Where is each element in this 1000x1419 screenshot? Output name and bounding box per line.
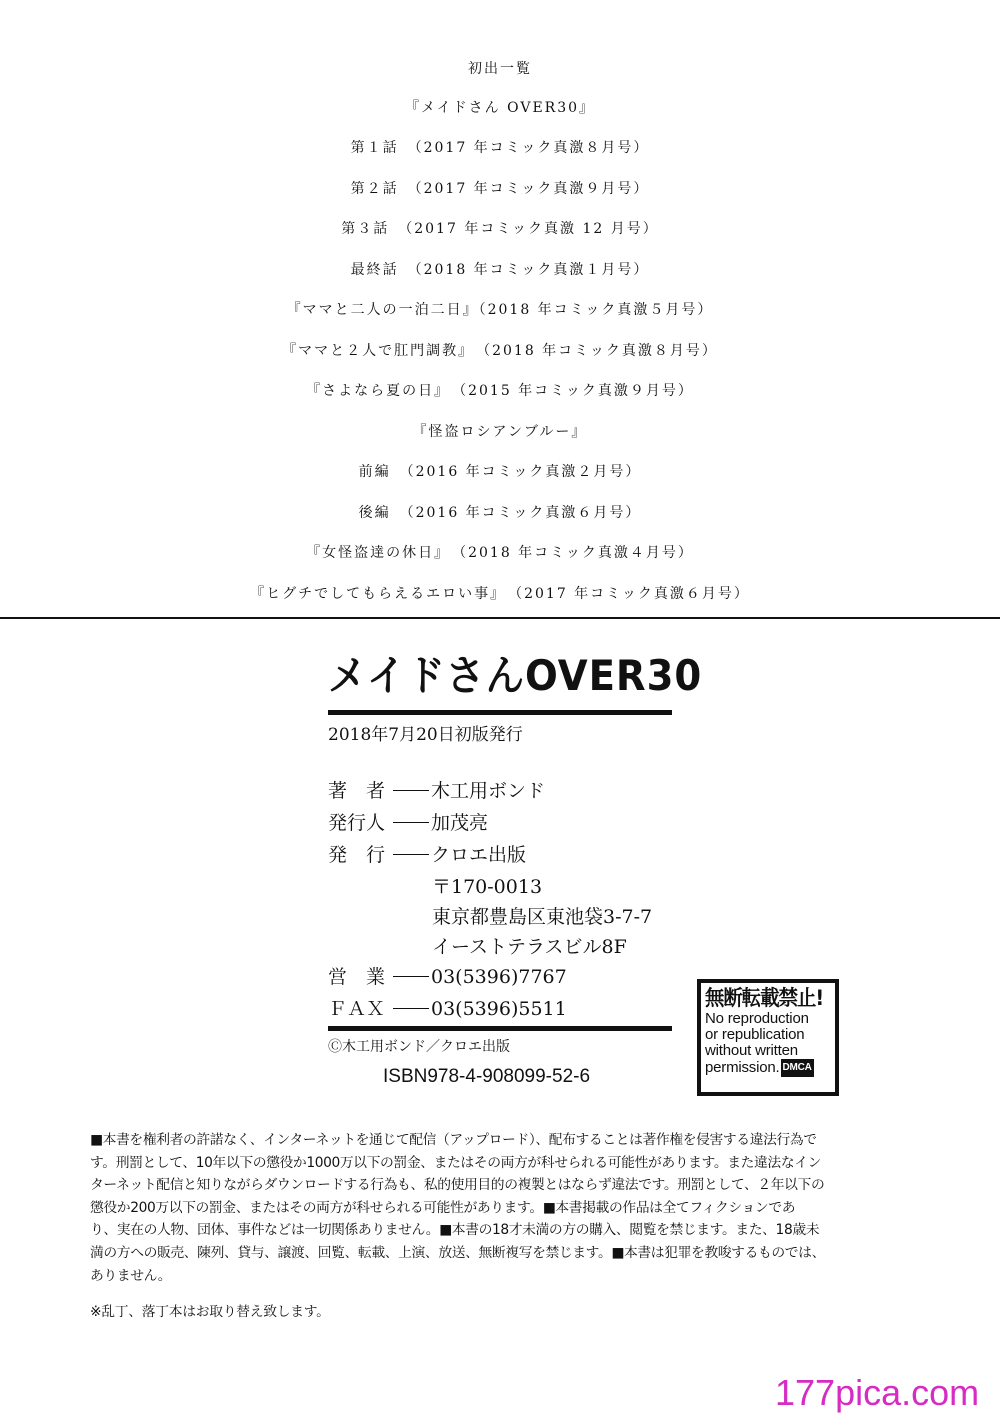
dmca-line: without written <box>705 1042 798 1059</box>
address-line: 東京都豊島区東池袋3-7-7 <box>432 906 653 928</box>
fax-label: ＦＡＸ <box>328 998 386 1020</box>
leader-dash <box>393 976 429 977</box>
sales-phone: 03(5396)7767 <box>431 966 567 988</box>
copyright-notice: Ⓒ木工用ボンド／クロエ出版 <box>328 1039 510 1055</box>
fax-number: 03(5396)5511 <box>431 998 567 1020</box>
dmca-line: or republication <box>705 1026 805 1043</box>
publisher-person-row <box>328 810 488 836</box>
publication-date: 2018年7月20日初版発行 <box>328 725 523 745</box>
legal-line: り、実在の人物、団体、事件などは一切関係ありません。■本書の18才未満の方の購入、閲覧を禁じます。また、18歳未 <box>90 1222 820 1239</box>
book-title: メイドさんOVER30 <box>328 651 703 700</box>
replacement-note: ※乱丁、落丁本はお取り替え致します。 <box>90 1304 330 1320</box>
sales-row <box>328 964 567 990</box>
sales-label: 営 業 <box>328 966 386 988</box>
leader-dash <box>393 1008 429 1009</box>
publisher-name: クロエ出版 <box>431 844 527 866</box>
toc-line: 第１話 （2017 年コミック真激８月号） <box>350 140 650 156</box>
leader-dash <box>393 854 429 855</box>
leader-dash <box>393 790 429 791</box>
legal-line: ありません。 <box>90 1267 172 1284</box>
toc-line: 『女怪盗達の休日』 （2018 年コミック真激４月号） <box>306 545 694 561</box>
dmca-notice <box>697 979 839 1096</box>
leader-dash <box>393 822 429 823</box>
toc-line: 最終話 （2018 年コミック真激１月号） <box>350 262 650 278</box>
toc-line: 『さよなら夏の日』 （2015 年コミック真激９月号） <box>306 383 694 399</box>
toc-line: 第３話 （2017 年コミック真激 12 月号） <box>341 221 659 237</box>
toc-line: 第２話 （2017 年コミック真激９月号） <box>350 181 650 197</box>
toc-heading: 初出一覧 <box>468 61 532 77</box>
publisher-label: 発 行 <box>328 844 386 866</box>
legal-notice <box>90 1129 920 1287</box>
dmca-heading: 無断転載禁止! <box>705 986 824 1010</box>
title-underline <box>328 710 672 715</box>
dmca-line: permission. <box>705 1058 780 1076</box>
toc-line: 『ヒグチでしてもらえるエロい事』 （2017 年コミック真激６月号） <box>250 586 750 602</box>
publisher-person-name: 加茂亮 <box>431 812 489 834</box>
section-divider <box>0 617 1000 619</box>
toc-line: 『ママと二人の一泊二日』（2018 年コミック真激５月号） <box>286 302 714 318</box>
dmca-line: No reproduction <box>705 1010 809 1027</box>
toc-line: 前編 （2016 年コミック真激２月号） <box>358 464 642 480</box>
publisher-person-label: 発行人 <box>328 812 386 834</box>
toc-line: 『メイドさん OVER30』 <box>404 100 596 116</box>
author-row <box>328 778 545 804</box>
site-watermark: 177pica.com <box>775 1372 980 1413</box>
legal-line: 懲役か200万以下の罰金、またはその両方が科せられる可能性があります。■本書掲載の作品は全てフィクションであ <box>90 1199 796 1216</box>
legal-line: ■本書を権利者の許諾なく、インターネットを通じて配信（アップロード）、配布することは著作権を侵害する違法行為で <box>90 1132 817 1148</box>
publisher-row <box>328 842 526 868</box>
legal-line: 満の方への販売、陳列、貸与、譲渡、回覧、転載、上演、放送、無断複写を禁じます。■本書は犯罪を教唆するものでは、 <box>90 1244 825 1261</box>
author-name: 木工用ボンド <box>431 780 546 802</box>
author-label: 著 者 <box>328 780 386 802</box>
address-line: イーストテラスビル8F <box>432 936 627 958</box>
toc-line: 『ママと２人で肛門調教』 （2018 年コミック真激８月号） <box>282 343 718 359</box>
toc-line: 後編 （2016 年コミック真激６月号） <box>358 505 642 521</box>
fax-row <box>328 996 567 1022</box>
legal-line: ターネット配信と知りながらダウンロードする行為も、私的使用目的の複製とはならず違法です。刑罰として、２年以下の <box>90 1177 825 1194</box>
postal-code: 〒170-0013 <box>432 876 543 898</box>
colophon-underline <box>328 1026 672 1031</box>
legal-line: す。刑罰として、10年以下の懲役か1000万以下の罰金、またはその両方が科せられる可能性があります。また違法なイン <box>90 1154 822 1171</box>
toc-line: 『怪盗ロシアンブルー』 <box>412 424 588 440</box>
dmca-badge: DMCA <box>781 1059 814 1077</box>
isbn: ISBN978-4-908099-52-6 <box>383 1066 591 1087</box>
